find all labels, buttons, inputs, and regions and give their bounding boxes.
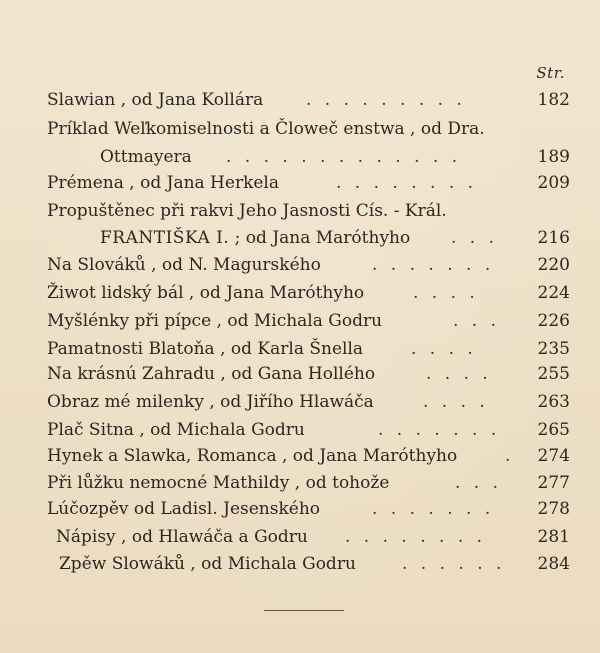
entry-page-number: 182: [537, 90, 570, 110]
closing-rule: [264, 610, 344, 611]
leader-dots: . . . . . . . . . . . . .: [226, 147, 462, 167]
entry-title-smallcaps: FRANTIŠKA I.: [100, 228, 230, 248]
leader-dots: . . . . . . . . .: [306, 90, 466, 110]
entry-page-number: 209: [537, 173, 570, 193]
entry-page-number: 226: [537, 311, 570, 331]
toc-entry: [0, 309, 600, 333]
entry-page-number: 278: [537, 499, 570, 519]
entry-title: Na krásnú Zahradu , od Gana Hollého: [47, 364, 376, 384]
toc-entry: [0, 281, 600, 305]
toc-entry: [0, 199, 600, 223]
toc-entry: [0, 117, 600, 141]
entry-title: Slawian , od Jana Kollára: [47, 90, 264, 110]
entry-title: Ottmayera: [100, 147, 192, 167]
leader-dots: . . . . . . . .: [345, 527, 487, 547]
toc-entry-continuation: [0, 226, 600, 250]
entry-title: Myšlénky při pípce , od Michala Godru: [47, 311, 383, 331]
entry-page-number: 189: [537, 147, 570, 167]
entry-page-number: 284: [537, 554, 570, 574]
toc-entry: [0, 418, 600, 442]
entry-title: [100, 226, 410, 250]
entry-title: Hynek a Slawka, Romanca , od Jana Maróthyho: [47, 446, 458, 466]
entry-title: Lúčozpěv od Ladisl. Jesenského: [47, 499, 321, 519]
page-column-header: Str.: [536, 64, 565, 82]
leader-dots: . . . . . . .: [378, 420, 501, 440]
toc-entry: [0, 337, 600, 361]
leader-dots: . . . . . . . .: [336, 173, 478, 193]
entry-title: Při lůžku nemocné Mathildy , od tohože: [47, 473, 390, 493]
entry-page-number: 216: [537, 228, 570, 248]
leader-dots: .: [505, 446, 515, 466]
leader-dots: . . . .: [426, 364, 492, 384]
leader-dots: . . . .: [423, 392, 489, 412]
entry-page-number: 220: [537, 255, 570, 275]
entry-page-number: 265: [537, 420, 570, 440]
entry-page-number: 235: [537, 339, 570, 359]
entry-title-rest: ; od Jana Maróthyho: [234, 228, 411, 248]
entry-title: Prémena , od Jana Herkela: [47, 173, 280, 193]
leader-dots: . . . .: [411, 339, 477, 359]
toc-entry: [0, 88, 600, 112]
entry-title: Nápisy , od Hlawáča a Godru: [56, 527, 308, 547]
entry-page-number: 224: [537, 283, 570, 303]
leader-dots: . . . . . . .: [372, 499, 495, 519]
entry-title: Obraz mé milenky , od Jiřího Hlawáča: [47, 392, 374, 412]
leader-dots: . . . . . . .: [372, 255, 495, 275]
toc-entry: [0, 552, 600, 576]
toc-entry: [0, 444, 600, 468]
entry-page-number: 277: [537, 473, 570, 493]
entry-title: Žiwot lidský bál , od Jana Maróthyho: [47, 283, 365, 303]
leader-dots: . . .: [453, 311, 501, 331]
entry-title: Príklad Weľkomiselnosti a Čloweč enstwa , od Dra.: [47, 119, 485, 139]
toc-entry: [0, 471, 600, 495]
toc-entry: [0, 390, 600, 414]
leader-dots: . . .: [451, 228, 499, 248]
toc-entry-continuation: [0, 145, 600, 169]
toc-entry: [0, 362, 600, 386]
toc-entry: [0, 171, 600, 195]
leader-dots: . . . . . .: [402, 554, 506, 574]
entry-title: Na Slováků , od N. Magurského: [47, 255, 321, 275]
entry-page-number: 274: [537, 446, 570, 466]
toc-entry: [0, 253, 600, 277]
leader-dots: . . . .: [413, 283, 479, 303]
entry-title: Plač Sitna , od Michala Godru: [47, 420, 305, 440]
entry-page-number: 263: [537, 392, 570, 412]
leader-dots: . . .: [455, 473, 503, 493]
toc-entry: [0, 525, 600, 549]
entry-title: Propuštěnec při rakvi Jeho Jasnosti Cís. - Král.: [47, 201, 447, 221]
entry-title: Zpěw Slowáků , od Michala Godru: [59, 554, 356, 574]
entry-title: Pamatnosti Blatoňa , od Karla Šnella: [47, 339, 364, 359]
entry-page-number: 281: [537, 527, 570, 547]
entry-page-number: 255: [537, 364, 570, 384]
toc-entry: [0, 497, 600, 521]
